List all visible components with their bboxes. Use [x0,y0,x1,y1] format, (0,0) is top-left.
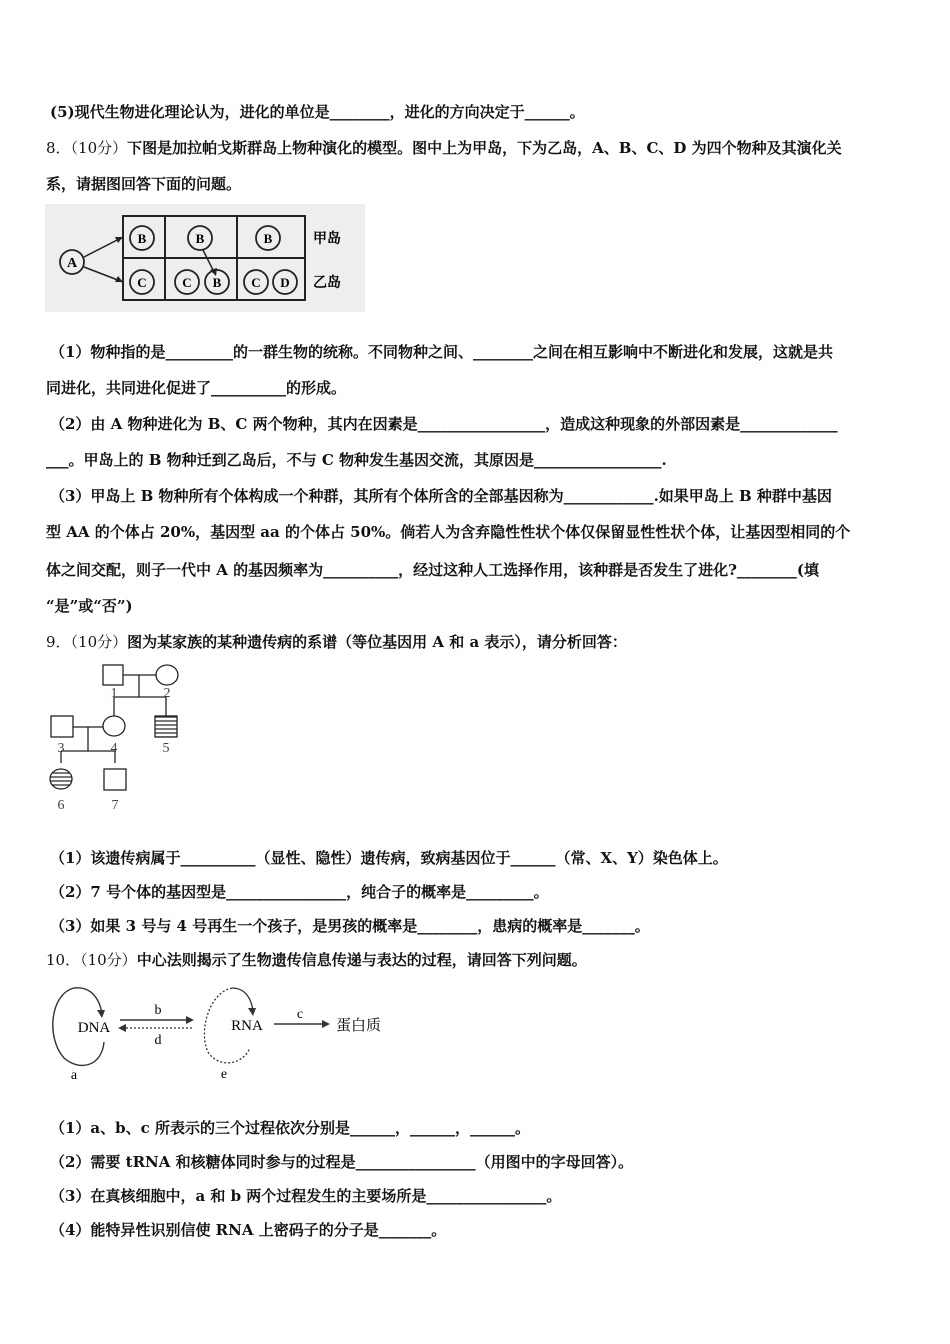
rna-label: RNA [231,1018,263,1034]
pedigree-label-4: 4 [110,741,118,756]
q8-stem-line1 [46,138,842,158]
process-label-a: a [70,1068,78,1083]
q8-part1-line1: （1）物种指的是_________的一群生物的统称。不同物种之间、________之间在相互影响中不断进化和发展，这就是共 [50,343,833,361]
q10-part2: （2）需要 tRNA 和核糖体同时参与的过程是________________（用图中的字母回答）。 [50,1153,634,1171]
arrowhead-icon [97,1010,105,1018]
pedigree-male-1 [103,665,123,685]
species-b-label: B [137,231,147,246]
q10-central-dogma-figure [42,978,402,1083]
species-d-label: D [280,275,290,290]
pedigree-female-4 [103,716,125,736]
q9-number: 9．（10分） [46,633,128,651]
process-label-d: d [154,1033,162,1048]
pedigree-female-2 [156,665,178,685]
pedigree-label-1: 1 [110,686,118,701]
q8-speciation-figure [45,204,365,312]
pedigree-label-5: 5 [162,741,170,756]
q9-part1: （1）该遗传病属于__________（显性、隐性）遗传病，致病基因位于______（常、X、Y）染色体上。 [50,849,728,867]
q9-stem-line [46,632,627,652]
q8-part3-line3: 体之间交配，则子一代中 A 的基因频率为__________，经过这种人工选择作用，该种群是否发生了进化?________(填 [46,561,819,579]
arrowhead-icon [118,1024,126,1032]
q10-part3: （3）在真核细胞中，a 和 b 两个过程发生的主要场所是________________。 [50,1187,562,1205]
arrowhead-icon [186,1016,194,1024]
arrowhead-icon [248,1008,256,1016]
species-b-label: B [195,231,205,246]
q7-part5: (5)现代生物进化理论认为，进化的单位是________，进化的方向决定于______。 [50,103,585,121]
species-c-label: C [182,275,192,290]
pedigree-label-6: 6 [57,798,65,813]
process-label-c: c [296,1007,304,1022]
pedigree-affected-male-5 [155,716,177,737]
q9-part3: （3）如果 3 号与 4 号再生一个孩子，是男孩的概率是________，患病的概率是_______。 [50,917,650,935]
q9-part2: （2）7 号个体的基因型是________________，纯合子的概率是_________。 [50,883,549,901]
q8-stem-line2: 系，请据图回答下面的问题。 [46,175,242,193]
q9-stem-text: 图为某家族的某种遗传病的系谱（等位基因用 A 和 a 表示），请分析回答： [127,633,627,651]
pedigree-label-2: 2 [163,686,171,701]
q10-stem-text: 中心法则揭示了生物遗传信息传递与表达的过程，请回答下列问题。 [136,951,587,969]
q8-part3-line1: （3）甲岛上 B 物种所有个体构成一个种群，其所有个体所含的全部基因称为____________.如果甲岛上 B 种群中基因 [50,487,832,505]
process-label-e: e [220,1067,228,1082]
species-c-label: C [137,275,147,290]
dna-label: DNA [77,1020,111,1036]
protein-label: 蛋白质 [336,1018,382,1034]
species-b-label: B [212,275,222,290]
pedigree-male-3 [51,716,73,737]
q8-part3-line2: 型 AA 的个体占 20%，基因型 aa 的个体占 50%。倘若人为含弃隐性性状个体仅保留显性性状个体，让基因型相同的个 [46,523,851,541]
q10-part1: （1）a、b、c 所表示的三个过程依次分别是______，______，______。 [50,1119,531,1137]
species-b-label: B [263,231,273,246]
pedigree-label-3: 3 [57,741,65,756]
q8-number: 8．（10分） [46,139,128,157]
pedigree-male-7 [104,769,126,790]
q8-part2-line1: （2）由 A 物种进化为 B、C 两个物种，其内在因素是_________________，造成这种现象的外部因素是_____________ [50,415,838,433]
q8-part1-line2: 同进化，共同进化促进了__________的形成。 [46,379,347,397]
q9-pedigree-figure [40,655,200,820]
q8-part2-line2: ___。甲岛上的 B 物种迁到乙岛后，不与 C 物种发生基因交流，其原因是_________________. [46,451,667,469]
island-label-top: 甲岛 [313,232,341,247]
process-label-b: b [154,1003,162,1018]
species-c-label: C [251,275,261,290]
species-a-label: A [66,256,78,271]
q10-part4: （4）能特异性识别信使 RNA 上密码子的分子是_______。 [50,1221,447,1239]
q10-stem-line [46,950,587,970]
q10-number: 10．（10分） [46,951,137,969]
pedigree-affected-female-6 [50,769,72,789]
arrowhead-icon [322,1020,330,1028]
q8-stem-text: 下图是加拉帕戈斯群岛上物种演化的模型。图中上为甲岛，下为乙岛，A、B、C、D 为四个物种及其演化关 [127,139,842,157]
pedigree-label-7: 7 [111,798,119,813]
q8-part3-line4: “是”或“否”) [46,597,133,615]
island-label-bottom: 乙岛 [313,276,341,291]
